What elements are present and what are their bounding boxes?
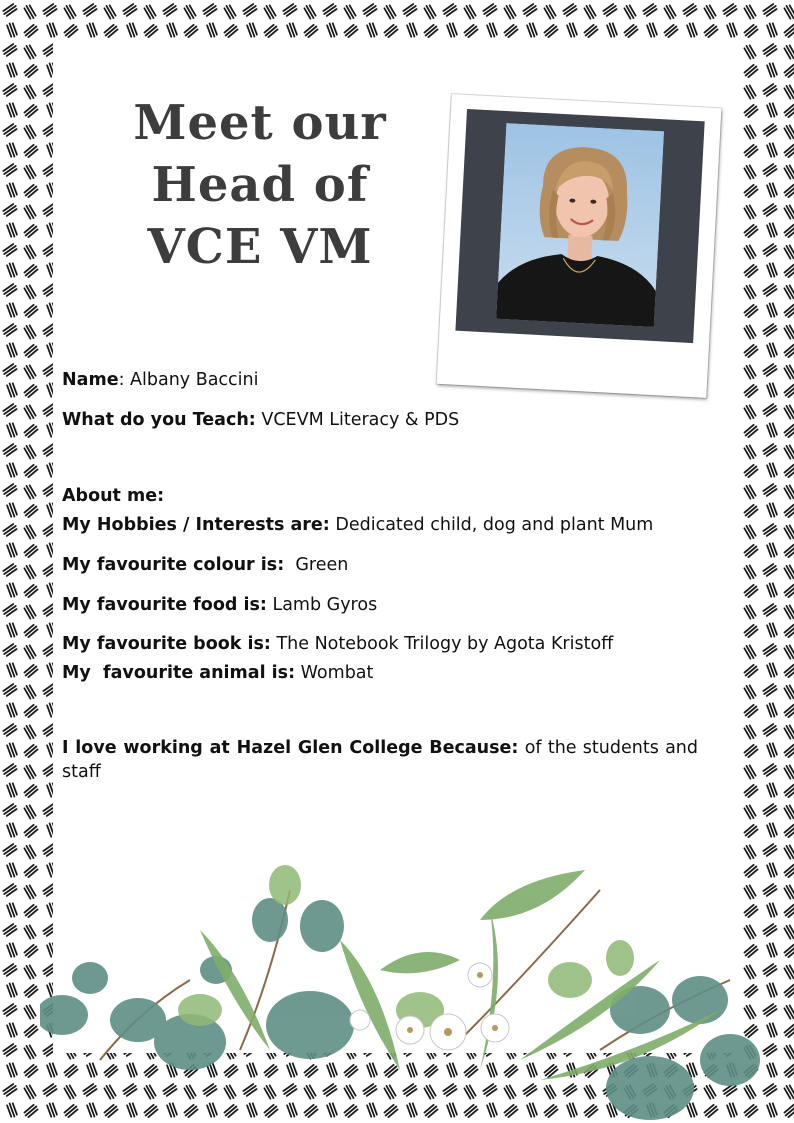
photo-frame — [455, 109, 704, 343]
food-value: Lamb Gyros — [266, 595, 378, 615]
name-label: Name — [62, 370, 119, 390]
title-line-3: VCE VM — [147, 219, 373, 275]
book-label: My favourite book is: — [62, 634, 271, 654]
hobbies-row — [62, 513, 698, 537]
hobbies-label: My Hobbies / Interests are: — [62, 515, 330, 535]
about-label: About me: — [62, 486, 165, 506]
polaroid-photo — [437, 94, 722, 398]
teach-row — [62, 408, 698, 432]
name-separator: : — [118, 370, 131, 390]
name-row — [62, 368, 698, 392]
book-value: The Notebook Trilogy by Agota Kristoff — [270, 634, 614, 654]
teach-label: What do you Teach: — [62, 410, 256, 430]
portrait-photo — [496, 123, 664, 327]
teach-value: VCEVM Literacy & PDS — [255, 410, 460, 430]
book-row — [62, 632, 698, 656]
love-label: I love working at Hazel Glen College Because: — [62, 738, 519, 758]
hobbies-value: Dedicated child, dog and plant Mum — [329, 515, 654, 535]
page-title — [120, 92, 400, 278]
love-row — [62, 736, 698, 784]
food-row — [62, 593, 698, 617]
colour-row — [62, 553, 698, 577]
about-heading — [62, 484, 698, 508]
name-value: Albany Baccini — [130, 370, 259, 390]
title-line-1: Meet our — [133, 95, 387, 151]
title-line-2: Head of — [151, 157, 369, 213]
colour-label: My favourite colour is: — [62, 555, 285, 575]
love-value: of the students and staff — [62, 738, 699, 782]
animal-label: My favourite animal is: — [62, 663, 296, 683]
animal-row — [62, 661, 698, 685]
eucalyptus-leaves-illustration — [40, 860, 760, 1123]
food-label: My favourite food is: — [62, 595, 267, 615]
animal-value: Wombat — [295, 663, 374, 683]
colour-value: Green — [284, 555, 349, 575]
